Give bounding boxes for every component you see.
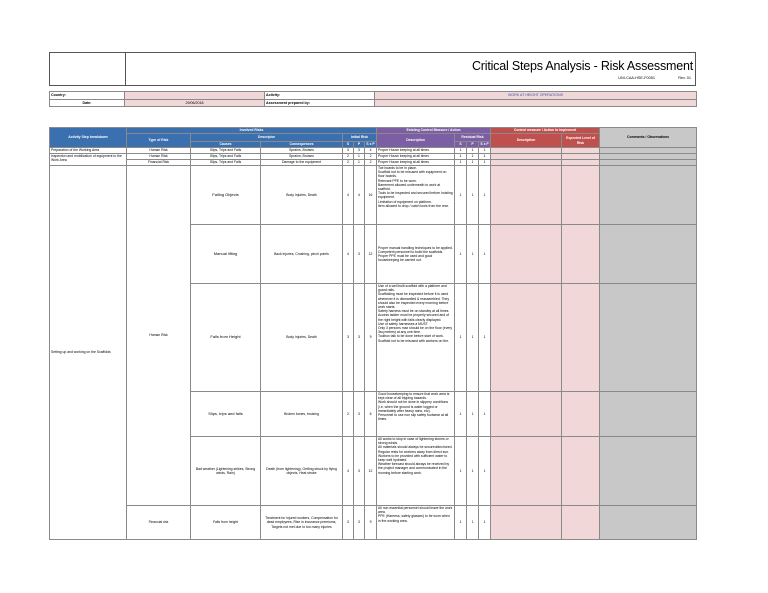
consequence-cell: Body Injuries, Death (261, 166, 343, 225)
table-row (50, 166, 697, 225)
info-table (49, 91, 697, 107)
sxp-cell: 12 (365, 437, 377, 506)
control-cell: Use of a well built scaffold with a platform and guard rails. Scaffolding must be inspected before it is used whenever it is dismantled & reassembled. They should also be inspected every morning before work starts. Safety harness must be on standby at all times. Access ladder must be properly secured and of the right height with falls clearly displayed. Use of safety harnesses a MUST. Only 3 persons max should be on the floor (every 3sq metres) at any one time. Toolbox talk to be done before start of work. Scaffold not to be misused with workers on the. (377, 284, 455, 392)
type-cell: Financial risk (127, 506, 191, 540)
cause-cell: Slips, Trips and Falls (191, 160, 261, 166)
action-cell[interactable] (491, 284, 562, 392)
comments-cell[interactable] (600, 392, 697, 437)
expected-level-cell[interactable] (562, 284, 600, 392)
document-title: Critical Steps Analysis - Risk Assessment (471, 59, 693, 73)
col-residual-s: S (455, 142, 467, 148)
residual-s-cell: 1 (455, 284, 467, 392)
type-cell: Human Risk (127, 154, 191, 160)
residual-s-cell: 1 (455, 506, 467, 540)
date-field[interactable]: 29/06/2018 (125, 99, 265, 107)
document-revision: Rev. 01 (678, 76, 691, 80)
p-cell: 3 (354, 506, 365, 540)
sxp-cell: 9 (365, 506, 377, 540)
activity-cell: Inspection and mobilization of equipment to the Work Area (50, 154, 127, 166)
residual-sxp-cell: 1 (479, 225, 491, 284)
consequence-cell: Sprains, Bruises (261, 148, 343, 154)
col-existing-control: Existing Control Measure / Action (377, 128, 491, 134)
s-cell: 3 (343, 506, 354, 540)
logo-box (50, 53, 126, 85)
expected-level-cell[interactable] (562, 506, 600, 540)
activity-field[interactable]: WORK AT HEIGHT OPERATIONS (375, 92, 697, 100)
risk-assessment-sheet (49, 52, 696, 540)
residual-s-cell: 1 (455, 225, 467, 284)
residual-p-cell: 1 (467, 506, 479, 540)
residual-s-cell: 1 (455, 166, 467, 225)
control-cell: All works to stop in case of lightening storms or strong winds. All materials should always be secured/anchored. Regular rests for workers away from direct sun. Workers to be provided with sufficient water to keep well hydrated. Weather forecast should always be received by the project manager and communicated in the morning before starting work. (377, 437, 455, 506)
action-cell[interactable] (491, 506, 562, 540)
col-activity-step: Activity Step breakdown (50, 128, 127, 148)
residual-p-cell: 1 (467, 392, 479, 437)
type-cell: Financial Risk (127, 160, 191, 166)
sxp-cell: 6 (365, 392, 377, 437)
cause-cell: Manual lifting (191, 225, 261, 284)
s-cell: 4 (343, 225, 354, 284)
residual-p-cell: 1 (467, 166, 479, 225)
col-control-measure: Control measure / Action to implement (491, 128, 600, 134)
expected-level-cell[interactable] (562, 225, 600, 284)
consequence-cell: Sprains, Bruises (261, 154, 343, 160)
action-cell[interactable] (491, 437, 562, 506)
risk-table (49, 127, 697, 540)
p-cell: 3 (354, 284, 365, 392)
col-comments: Comments / Observations (600, 128, 697, 148)
control-cell: Good housekeeping to ensure that work area is kept clear of all tripping hazards. Work should not be done in slippery conditions (i.e. when the ground is water logged or immediately after heavy rains, etc). Personnel to use non slip safety footwear at all times. (377, 392, 455, 437)
sxp-cell: 12 (365, 225, 377, 284)
residual-sxp-cell: 1 (479, 437, 491, 506)
consequence-cell: Broken bones, bruising (261, 392, 343, 437)
control-cell: Toe boards to be in place. Scaffold not to be misused with equipment on floor boards. Relevant PPE to be worn. Barrement allowed underneath to work at scaffold. Tools to be inspected and secured before hoisting equipment. Limitation of equipment on platform. Item allowed to drop / catch tools from the rear. (377, 166, 455, 225)
p-cell: 1 (354, 154, 365, 160)
col-causes: Causes (191, 142, 261, 148)
residual-sxp-cell: 1 (479, 284, 491, 392)
date-label: Date: (50, 99, 125, 107)
country-field[interactable] (125, 92, 265, 100)
sxp-cell: 4 (365, 148, 377, 154)
p-cell: 4 (354, 166, 365, 225)
consequence-cell: Body Injuries, Death (261, 284, 343, 392)
cause-cell: Slips, trips and falls (191, 392, 261, 437)
expected-level-cell[interactable] (562, 166, 600, 225)
p-cell: 3 (354, 148, 365, 154)
control-cell: Proper House keeping at all times (377, 148, 455, 154)
residual-sxp-cell: 1 (479, 154, 491, 160)
consequence-cell: Treatment for injured workers, Compensation for dead employees, Rise in insurance premiums, Targets not met due to too many injuries (261, 506, 343, 540)
col-type-of-risk: Type of Risk (127, 134, 191, 148)
sxp-cell: 9 (365, 284, 377, 392)
document-code: UNI-CAA-HSE-F0051 (618, 76, 655, 80)
col-description-2: Description (491, 134, 562, 148)
residual-s-cell: 1 (455, 392, 467, 437)
type-cell: Human Risk (127, 148, 191, 154)
sxp-cell: 2 (365, 160, 377, 166)
control-cell: Proper House keeping at all times (377, 160, 455, 166)
s-cell: 3 (343, 284, 354, 392)
control-cell: All non essential personnel should leave the work area. PPE (Harness, safety glasses) to be worn when in the working area. (377, 506, 455, 540)
assessment-field[interactable] (375, 99, 697, 107)
residual-sxp-cell: 1 (479, 392, 491, 437)
col-involved-risks: Involved Risks (127, 128, 377, 134)
residual-s-cell: 1 (455, 148, 467, 154)
residual-p-cell: 1 (467, 160, 479, 166)
col-descriptor: Descriptor (191, 134, 343, 142)
residual-sxp-cell: 1 (479, 506, 491, 540)
s-cell: 4 (343, 166, 354, 225)
col-initial-risk: Initial Risk (343, 134, 377, 142)
activity-cell: Preparation of the Working Area (50, 148, 127, 154)
action-cell[interactable] (491, 166, 562, 225)
p-cell: 1 (354, 160, 365, 166)
cause-cell: Bad weather (Lightening strikes, Strong winds, Rain) (191, 437, 261, 506)
cause-cell: Slips, Trips and Falls (191, 148, 261, 154)
p-cell: 3 (354, 225, 365, 284)
comments-cell[interactable] (600, 506, 697, 540)
expected-level-cell[interactable] (562, 437, 600, 506)
col-p: P (354, 142, 365, 148)
s-cell: 2 (343, 160, 354, 166)
comments-cell[interactable] (600, 166, 697, 225)
col-expected-level: Expected Level of Risk (562, 134, 600, 148)
assessment-label: Assessment prepared by: (265, 99, 375, 107)
col-sxp: S x P (366, 142, 375, 147)
comments-cell[interactable] (600, 437, 697, 506)
sxp-cell: 16 (365, 166, 377, 225)
table-row (50, 506, 697, 540)
comments-cell[interactable] (600, 284, 697, 392)
col-residual-sxp: S x P (480, 142, 489, 147)
cause-cell: Slips, Trips and Falls (191, 154, 261, 160)
activity-cell: Setting up and working on the Scaffolds (50, 166, 127, 540)
col-s: S (343, 142, 354, 148)
cause-cell: Falls from height (191, 506, 261, 540)
residual-sxp-cell: 1 (479, 166, 491, 225)
s-cell: 2 (343, 154, 354, 160)
p-cell: 3 (354, 437, 365, 506)
cause-cell: Falls from Height (191, 284, 261, 392)
p-cell: 3 (354, 392, 365, 437)
action-cell[interactable] (491, 225, 562, 284)
action-cell[interactable] (491, 392, 562, 437)
residual-p-cell: 1 (467, 284, 479, 392)
country-label: Country: (50, 92, 125, 100)
residual-sxp-cell: 1 (479, 160, 491, 166)
residual-p-cell: 1 (467, 148, 479, 154)
expected-level-cell[interactable] (562, 392, 600, 437)
col-consequences: Consequences (261, 142, 343, 148)
s-cell: 2 (343, 392, 354, 437)
comments-cell[interactable] (600, 225, 697, 284)
consequence-cell: Damage to the equipment (261, 160, 343, 166)
residual-sxp-cell: 1 (479, 148, 491, 154)
residual-s-cell: 1 (455, 437, 467, 506)
residual-p-cell: 1 (467, 225, 479, 284)
residual-s-cell: 1 (455, 160, 467, 166)
consequence-cell: Back injuries, Crushing, pinch points (261, 225, 343, 284)
residual-s-cell: 1 (455, 154, 467, 160)
s-cell: 3 (343, 148, 354, 154)
control-cell: Proper manual handling techniques to be applied. Competent personnel to build the scaffolds. Proper PPE must be used and good housekeeping be carried out. (377, 225, 455, 284)
activity-label: Activity: (265, 92, 375, 100)
col-description: Description (377, 134, 455, 148)
cause-cell: Falling Objects (191, 166, 261, 225)
consequence-cell: Death (from lightening), Getting struck by flying objects, Heat stroke (261, 437, 343, 506)
sxp-cell: 2 (365, 154, 377, 160)
type-cell: Human Risk (127, 166, 191, 506)
col-residual-risk: Residual Risk (455, 134, 491, 142)
residual-p-cell: 1 (467, 154, 479, 160)
control-cell: Proper House keeping at all times (377, 154, 455, 160)
s-cell: 4 (343, 437, 354, 506)
col-residual-p: P (467, 142, 479, 148)
residual-p-cell: 1 (467, 437, 479, 506)
document-header (49, 52, 696, 86)
